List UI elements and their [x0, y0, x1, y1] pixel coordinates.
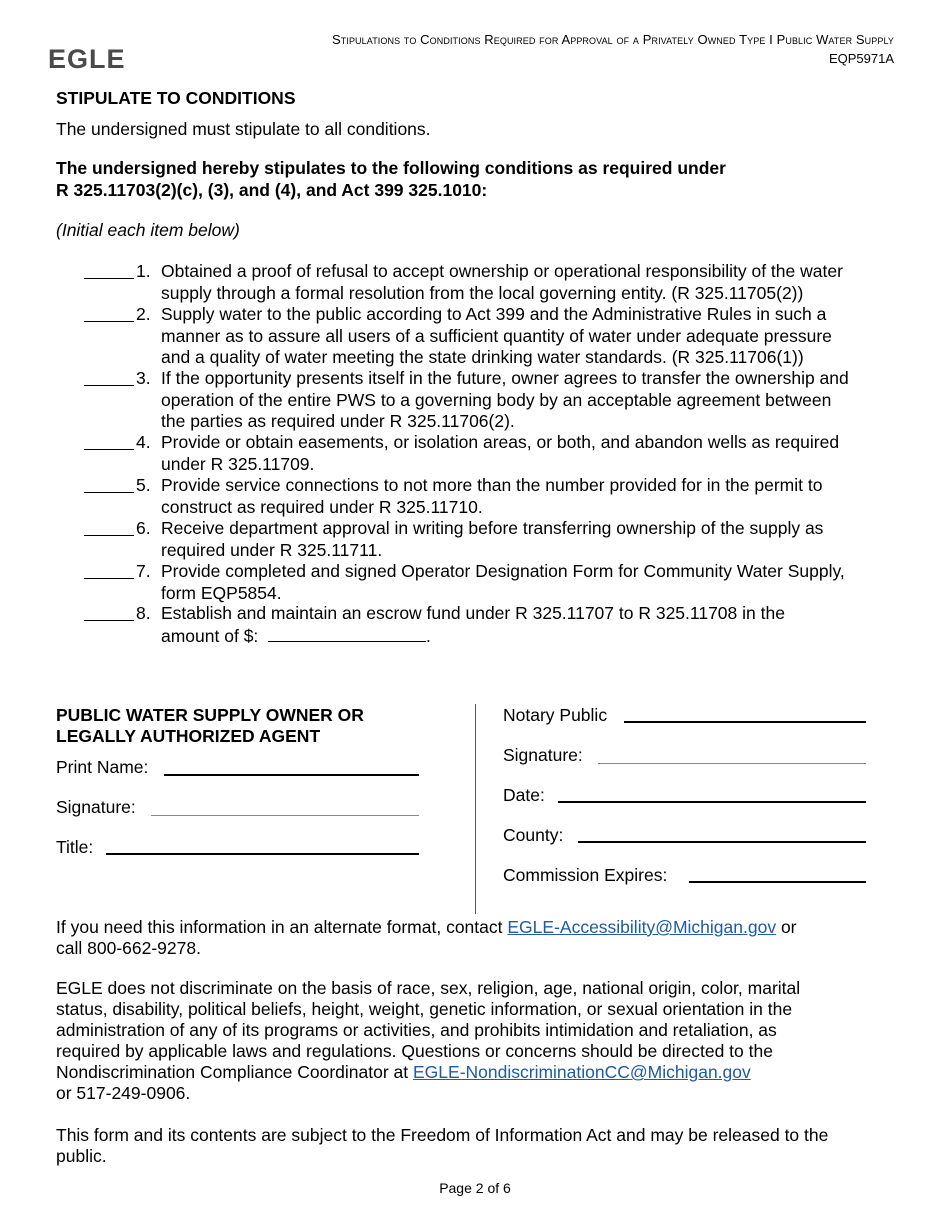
foia-notice	[56, 1125, 896, 1167]
condition-line: Provide completed and signed Operator Designation Form for Community Water Supply,	[161, 561, 845, 581]
condition-item-7	[84, 561, 899, 604]
intro-text: The undersigned must stipulate to all conditions.	[56, 119, 431, 139]
notary-date-field[interactable]	[558, 801, 866, 803]
stipulation-heading-line1: The undersigned hereby stipulates to the following conditions as required under	[56, 158, 726, 178]
condition-line: Establish and maintain an escrow fund under R 325.11707 to R 325.11708 in the	[161, 603, 785, 623]
initial-field-5[interactable]	[84, 475, 134, 493]
owner-title-line1: PUBLIC WATER SUPPLY OWNER OR	[56, 705, 364, 725]
condition-line: under R 325.11709.	[161, 453, 315, 474]
condition-number: 1.	[136, 261, 151, 281]
notary-date-label: Date:	[503, 785, 545, 805]
section-title: STIPULATE TO CONDITIONS	[56, 88, 296, 108]
condition-line: the parties as required under R 325.11706(2).	[161, 411, 515, 431]
owner-title-field[interactable]	[106, 853, 419, 855]
condition-number: 7.	[136, 561, 151, 581]
condition-text	[161, 261, 901, 304]
condition-line: Provide or obtain easements, or isolation areas, or both, and abandon wells as required	[161, 432, 840, 452]
commission-expires-field[interactable]	[689, 881, 866, 883]
condition-text	[161, 475, 901, 518]
condition-line: amount of $: .	[161, 625, 431, 646]
nondiscrimination-text: Nondiscrimination Compliance Coordinator at	[56, 1062, 409, 1082]
initial-field-7[interactable]	[84, 561, 134, 579]
condition-text	[161, 432, 901, 475]
egle-logo-icon	[48, 44, 128, 72]
condition-text	[161, 304, 901, 369]
condition-number: 5.	[136, 475, 151, 495]
condition-number: 2.	[136, 304, 151, 324]
form-code: EQP5971A	[828, 51, 894, 66]
signature-divider	[475, 704, 476, 914]
notary-public-field[interactable]	[624, 721, 866, 723]
initial-field-4[interactable]	[84, 432, 134, 450]
condition-text	[161, 603, 901, 647]
condition-text	[161, 561, 901, 604]
accessibility-email-link[interactable]: EGLE-Accessibility@Michigan.gov	[507, 917, 777, 937]
nondiscrimination-line: administration of any of its programs or activities, and prohibits intimidation and retaliation, as	[56, 1020, 777, 1040]
condition-text	[161, 518, 901, 561]
print-name-label: Print Name:	[56, 757, 149, 777]
condition-item-4	[84, 432, 899, 475]
nondiscrimination-line: or 517-249-0906.	[56, 1083, 191, 1103]
logo-text: EGLE	[48, 44, 126, 72]
commission-expires-label: Commission Expires:	[503, 865, 668, 885]
owner-title-label: Title:	[56, 837, 94, 857]
foia-line: This form and its contents are subject to the Freedom of Information Act and may be released to the	[56, 1125, 829, 1145]
stipulation-heading-line2: R 325.11703(2)(c), (3), and (4), and Act 399 325.1010:	[56, 180, 488, 200]
egle-logo	[48, 44, 128, 72]
condition-item-3	[84, 368, 899, 433]
nondiscrimination-line: required by applicable laws and regulations. Questions or concerns should be directed to the	[56, 1041, 773, 1061]
accessibility-text-after: or	[780, 917, 797, 937]
nondiscrimination-line: EGLE does not discriminate on the basis of race, sex, religion, age, national origin, color, marital	[56, 978, 801, 998]
condition-number: 3.	[136, 368, 151, 388]
form-title: Stipulations to Conditions Required for Approval of a Privately Owned Type I Public Water Supply	[331, 32, 894, 47]
condition-item-1	[84, 261, 899, 304]
notary-signature-field[interactable]	[598, 763, 866, 764]
accessibility-line1	[56, 917, 896, 938]
initial-field-3[interactable]	[84, 368, 134, 386]
condition-item-5	[84, 475, 899, 518]
condition-number: 8.	[136, 603, 151, 623]
condition-text	[161, 368, 901, 433]
condition-number: 4.	[136, 432, 151, 452]
owner-title-line2: LEGALLY AUTHORIZED AGENT	[56, 726, 321, 746]
accessibility-text: If you need this information in an alternate format, contact	[56, 917, 503, 937]
escrow-amount-label: amount of $:	[161, 625, 259, 646]
page-number: Page 2 of 6	[439, 1180, 511, 1196]
condition-line: required under R 325.11711.	[161, 539, 383, 560]
condition-line: Obtained a proof of refusal to accept ownership or operational responsibility of the water	[161, 261, 843, 281]
nondiscrimination-line: status, disability, political beliefs, height, weight, genetic information, or sexual orientation in the	[56, 999, 793, 1019]
owner-signature-field[interactable]	[151, 815, 419, 816]
notary-county-field[interactable]	[578, 841, 866, 843]
notary-signature-label: Signature:	[503, 745, 583, 765]
condition-line: supply through a formal resolution from the local governing entity. (R 325.11705(2))	[161, 282, 804, 303]
initial-instruction: (Initial each item below)	[56, 220, 240, 240]
condition-item-2	[84, 304, 899, 369]
print-name-field[interactable]	[164, 774, 419, 776]
initial-field-2[interactable]	[84, 304, 134, 322]
initial-field-1[interactable]	[84, 261, 134, 279]
initial-field-8[interactable]	[84, 603, 134, 621]
accessibility-notice	[56, 917, 896, 959]
condition-line: Supply water to the public according to Act 399 and the Administrative Rules in such a	[161, 304, 827, 324]
notary-county-label: County:	[503, 825, 564, 845]
notary-public-label: Notary Public	[503, 705, 608, 725]
accessibility-line2: call 800-662-9278.	[56, 938, 201, 958]
condition-item-6	[84, 518, 899, 561]
condition-line: construct as required under R 325.11710.	[161, 496, 483, 517]
condition-line: Receive department approval in writing before transferring ownership of the supply as	[161, 518, 824, 538]
nondiscrimination-notice	[56, 978, 896, 1104]
condition-item-8	[84, 603, 899, 646]
nondiscrimination-line	[56, 1062, 896, 1083]
condition-line: If the opportunity presents itself in the future, owner agrees to transfer the ownership and	[161, 368, 849, 388]
nondiscrimination-email-link[interactable]: EGLE-NondiscriminationCC@Michigan.gov	[413, 1062, 751, 1082]
foia-line: public.	[56, 1146, 107, 1166]
condition-line: manner as to assure all users of a sufficient quantity of water under adequate pressure	[161, 325, 832, 346]
escrow-amount-field[interactable]	[268, 625, 426, 642]
condition-line: Provide service connections to not more than the number provided for in the permit to	[161, 475, 823, 495]
condition-line: form EQP5854.	[161, 582, 282, 603]
initial-field-6[interactable]	[84, 518, 134, 536]
owner-signature-label: Signature:	[56, 797, 136, 817]
condition-line: operation of the entire PWS to a governing body by an acceptable agreement between	[161, 389, 832, 410]
condition-number: 6.	[136, 518, 151, 538]
condition-line: and a quality of water meeting the state drinking water standards. (R 325.11706(1))	[161, 347, 804, 367]
